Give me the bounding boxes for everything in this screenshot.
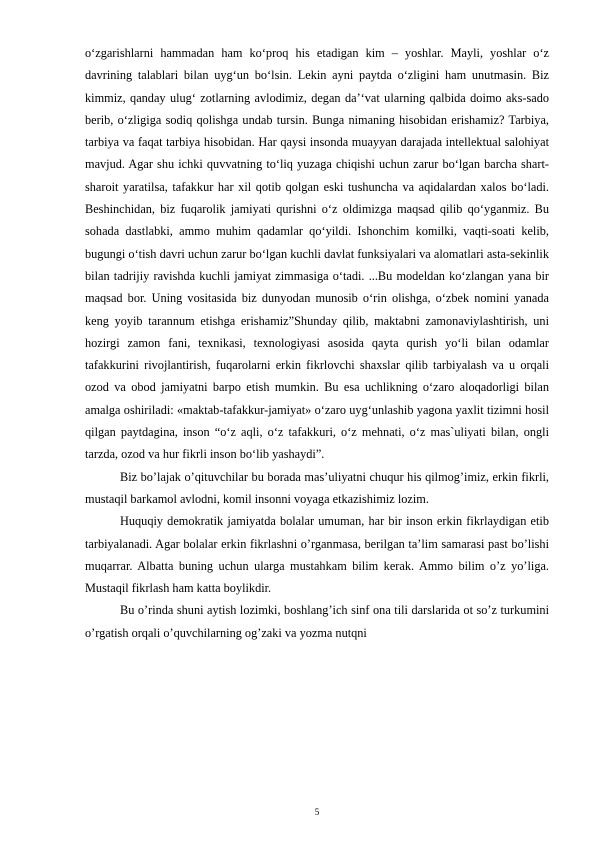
paragraph-3: Huquqiy demokratik jamiyatda bolalar umuman, har bir inson erkin fikrlaydigan etib tarbiyalanadi. Agar bolalar erkin fikrlashni o’rganmasa, berilgan ta’lim samarasi past bo’lishi muqarrar. Albatta buning uchun ularga mustahkam bilim kerak. Ammo bilim o’z yo’liga. Mustaqil fikrlash ham katta boylikdir. xyxy=(85,514,549,596)
paragraph-4: Bu o’rinda shuni aytish lozimki, boshlang’ich sinf ona tili darslarida ot so’z turkumini o’rgatish orqali o’quvchilarning og’zaki va yozma nutqni xyxy=(85,603,549,640)
page-number: 5 xyxy=(314,807,320,817)
body-text xyxy=(85,42,549,644)
paragraph-1: o‘zgarishlarni hammadan ham ko‘proq his etadigan kim – yoshlar. Mayli, yoshlar o‘z davrining talablari bilan uyg‘un bo‘lsin. Lekin ayni paytda o‘zligini ham unutmasin. Biz kimmiz, qanday ulug‘ zotlarning avlodimiz, degan da’‘vat ularning qalbida doimo aks-sado berib, o‘zligiga sodiq qolishga undab tursin. Bunga nimaning hisobidan erishamiz? Tarbiya, tarbiya va faqat tarbiya hisobidan. Har qaysi insonda muayyan darajada intellektual salohiyat mavjud. Agar shu ichki quvvatning to‘liq yuzaga chiqishi uchun zarur bo‘lgan barcha shart-sharoit yaratilsa, tafakkur har xil qotib qolgan eski tushuncha va aqidalardan xalos bo‘ladi. Beshinchidan, biz fuqarolik jamiyati qurishni o‘z oldimizga maqsad qilib qo‘yganmiz. Bu sohada dastlabki, ammo muhim qadamlar qo‘yildi. Ishonchim komilki, vaqti-soati kelib, bugungi o‘tish davri uchun zarur bo‘lgan kuchli davlat funksiyalari va alomatlari asta-sekinlik bilan tadrijiy ravishda kuchli jamiyat zimmasiga o‘tadi. ...Bu modeldan ko‘zlangan yana bir maqsad bor. Uning vositasida biz dunyodan munosib o‘rin olishga, o‘zbek nomini yanada keng yoyib tarannum etishga erishamiz”Shunday qilib, maktabni zamonaviylashtirish, uni hozirgi zamon fani, texnikasi, texnologiyasi asosida qayta qurish yo‘li bilan odamlar tafakkurini rivojlantirish, fuqarolarni erkin fikrlovchi shaxslar qilib tarbiyalash va u orqali ozod va obod jamiyatni barpo etish mumkin. Bu esa uchlikning o‘zaro aloqadorligi bilan amalga oshiriladi: «maktab-tafakkur-jamiyat» o‘zaro uyg‘unlashib yagona yaxlit tizimni hosil qilgan paytdagina, inson “o‘z aqli, o‘z tafakkuri, o‘z mehnati, o‘z mas`uliyati bilan, ongli tarzda, ozod va hur fikrli inson bo‘lib yashaydi”. xyxy=(85,46,549,462)
paragraph-2: Biz bo’lajak o’qituvchilar bu borada mas’uliyatni chuqur his qilmog’imiz, erkin fikrli, mustaqil barkamol avlodni, komil insonni voyaga etkazishimiz lozim. xyxy=(85,469,549,506)
